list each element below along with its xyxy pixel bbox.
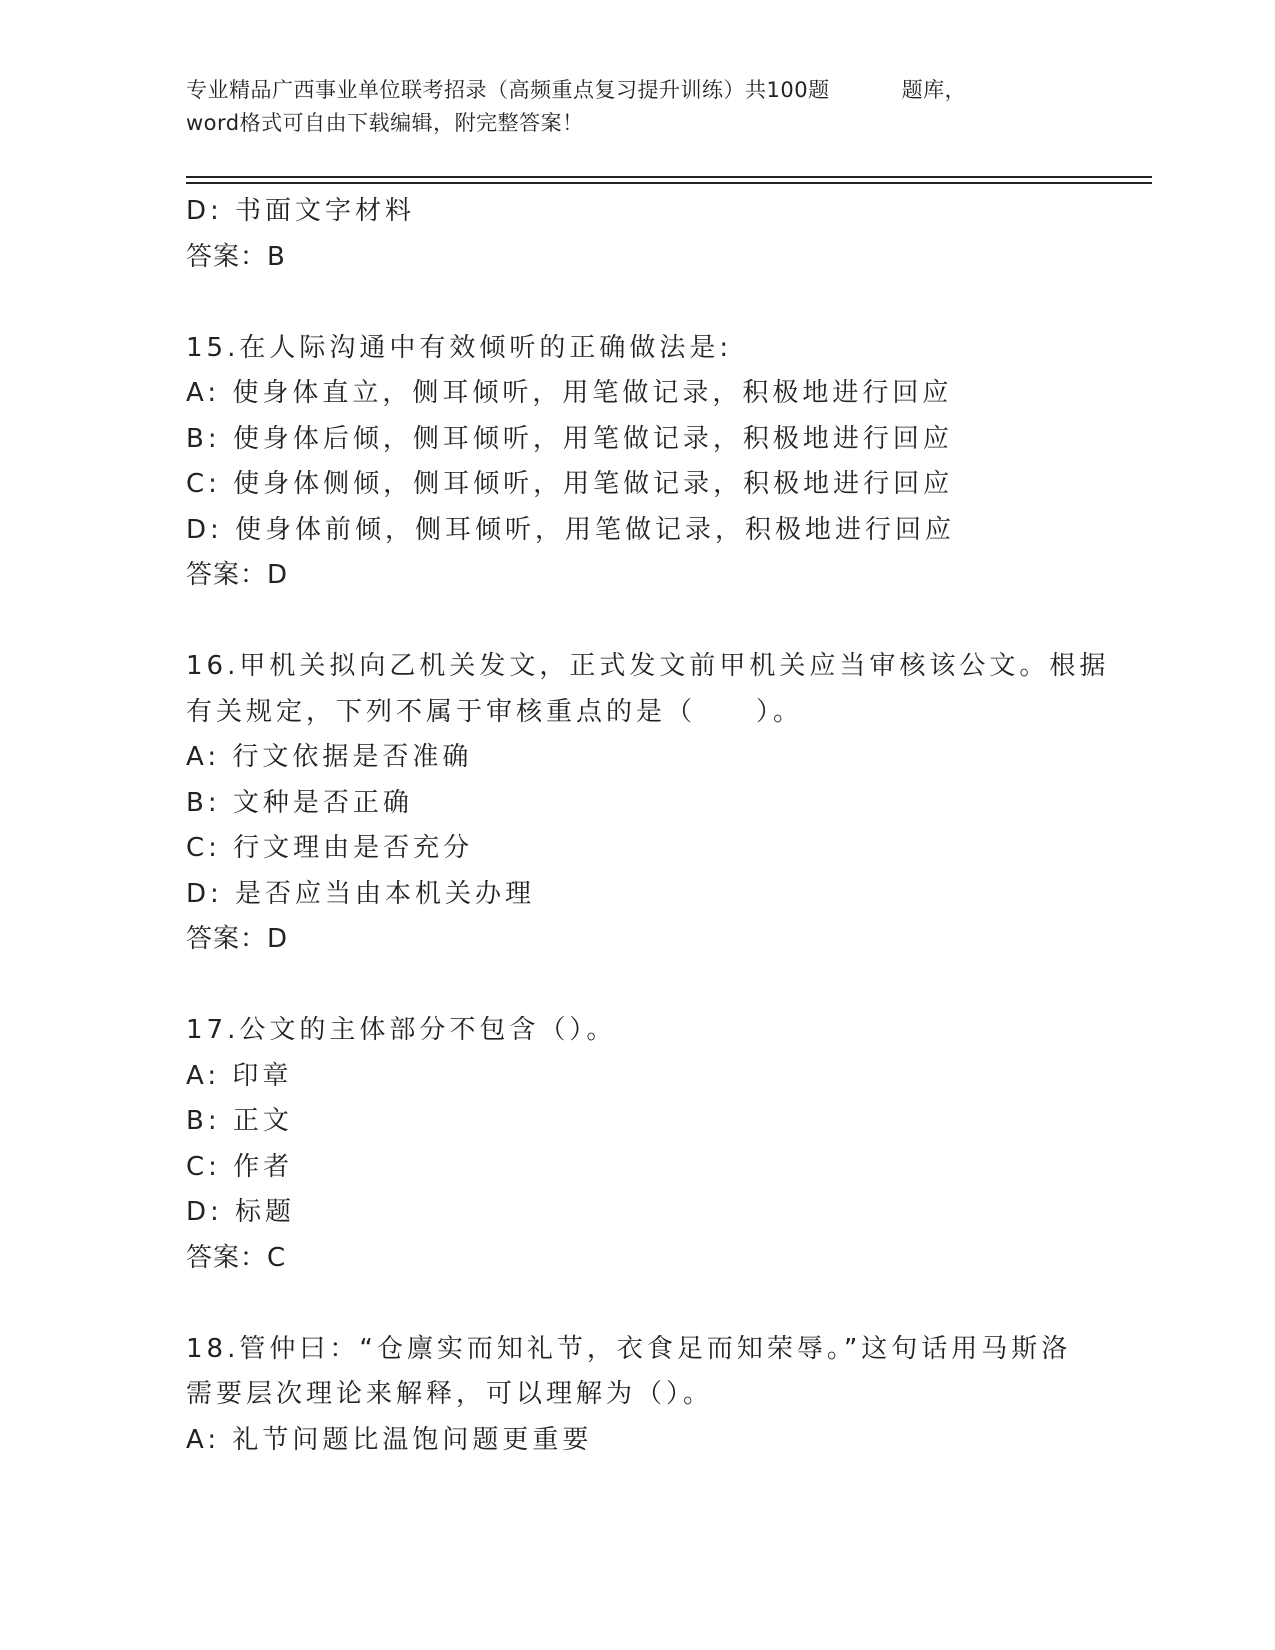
q15-answer: 答案：D <box>186 560 289 590</box>
q15-option-b: B: 使身体后倾，侧耳倾听，用笔做记录，积极地进行回应 <box>186 423 953 454</box>
q16-stem-line-2: 有关规定，下列不属于审核重点的是（ ）。 <box>186 696 804 727</box>
spacer <box>186 280 1126 326</box>
page-header <box>186 74 1086 140</box>
q16-option-a: A: 行文依据是否准确 <box>186 742 473 772</box>
question-list <box>186 189 1126 1463</box>
q17-option-b: B: 正文 <box>186 1106 293 1136</box>
header-line-1 <box>186 74 1086 107</box>
q18-option-a: A: 礼节问题比温饱问题更重要 <box>186 1424 593 1455</box>
spacer <box>186 1281 1126 1327</box>
q18-stem-line-2: 需要层次理论来解释，可以理解为（）。 <box>186 1379 714 1409</box>
q15-option-d: D: 使身体前倾，侧耳倾听，用笔做记录，积极地进行回应 <box>186 514 956 545</box>
q17-option-c: C: 作者 <box>186 1151 294 1182</box>
header-title: 专业精品广西事业单位联考招录（高频重点复习提升训练）共100题 <box>186 78 830 102</box>
q16-option-b: B: 文种是否正确 <box>186 787 413 818</box>
q18-stem-line-1: 18.管仲曰：“仓廪实而知礼节，衣食足而知荣辱。”这句话用马斯洛 <box>186 1333 1072 1364</box>
q16-option-d: D: 是否应当由本机关办理 <box>186 878 536 909</box>
spacer <box>186 963 1126 1009</box>
q15-option-a: A: 使身体直立，侧耳倾听，用笔做记录，积极地进行回应 <box>186 378 953 408</box>
q17-stem: 17.公文的主体部分不包含（）。 <box>186 1015 617 1045</box>
header-title-suffix: 题库， <box>901 78 967 102</box>
q17-answer: 答案：C <box>186 1242 287 1273</box>
prev-answer: 答案：B <box>186 241 286 272</box>
prev-option-d: D: 书面文字材料 <box>186 196 416 226</box>
q16-option-c: C: 行文理由是否充分 <box>186 833 474 863</box>
header-rule-top <box>186 176 1152 178</box>
q17-option-d: D: 标题 <box>186 1197 296 1227</box>
q16-answer: 答案：D <box>186 924 289 954</box>
q15-stem: 15.在人际沟通中有效倾听的正确做法是: <box>186 332 733 363</box>
spacer <box>186 599 1126 645</box>
header-line-2: word格式可自由下载编辑，附完整答案！ <box>186 111 584 135</box>
q15-option-c: C: 使身体侧倾，侧耳倾听，用笔做记录，积极地进行回应 <box>186 469 954 499</box>
q17-option-a: A: 印章 <box>186 1060 293 1091</box>
q16-stem-line-1: 16.甲机关拟向乙机关发文，正式发文前甲机关应当审核该公文。根据 <box>186 651 1110 681</box>
header-rule-bottom <box>186 182 1152 184</box>
